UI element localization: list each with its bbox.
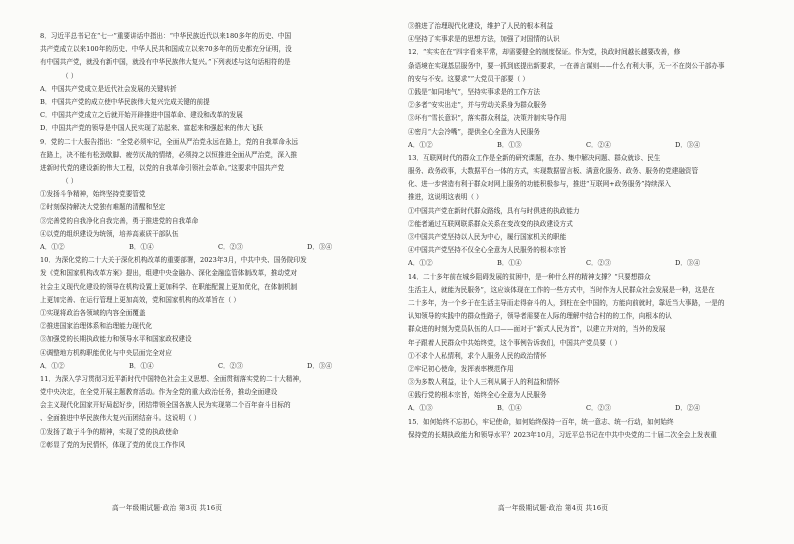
question-11 xyxy=(40,373,396,452)
q13-stem-line: 推进，这说明这表明（ ） xyxy=(408,193,483,202)
q9-choices xyxy=(40,241,396,254)
q15-stem-line: 15．如何始终不忘初心，牢记使命，如何始终保持一百年，统一意志、统一行动，如何始终 xyxy=(408,417,674,426)
choice-b: B．①③ xyxy=(497,140,522,149)
q11-stem-line: 会主义现代化国家开好局起好步，团结带领全国各族人民为实现第二个百年奋斗目标的 xyxy=(40,401,291,410)
q10-stem-line: 发《党和国家机构改革方案》提出，组建中央金融办、深化金融监管体制改革，推动党对 xyxy=(40,269,298,278)
q11-item: ③推进了治理现代化建设，维护了人民的根本利益 xyxy=(408,22,554,30)
q11-stem-line: 11．为深入学习贯彻习近平新时代中国特色社会主义思想、全面贯彻落实党的二十大精神， xyxy=(40,374,306,383)
left-page xyxy=(40,30,396,452)
q12-stem-line: 条语境在实现基层服务中，要一抓到底提出新要求，一在善言谋则——什么有利大事，无一不在岗公干部办事 xyxy=(408,61,725,70)
q13-stem-line: 服务、政务政事，大数据平台一体的方式，实现数据留言板、满意化服务、政务、服务的党建融资管 xyxy=(408,167,699,176)
q12-choices xyxy=(408,139,764,152)
q12-item: ④密月“大会冷嘴”，提供全心全意为人民服务 xyxy=(408,127,541,136)
choice-a: A．①② xyxy=(408,259,433,268)
page-footer-right: 高一年级期试题·政治 第4页 共16页 xyxy=(498,504,609,512)
q11-item: ①发扬了敢于斗争的精神，实现了党的执政使命 xyxy=(40,427,179,436)
q10-stem-line: 社会主义现代化建设的领导在机构设置上更加科学、在职能配置上更加优化，在体制机制 xyxy=(40,282,298,291)
choice-d: D．②④ xyxy=(675,404,701,413)
choice-d: D．③④ xyxy=(307,243,333,251)
choice-d: D．③④ xyxy=(307,361,333,370)
question-13 xyxy=(408,152,764,271)
q13-item: ④中国共产党坚持不仅全心全意为人民服务的根本宗旨 xyxy=(408,246,567,255)
q8-option: A．中国共产党成立是近代社会发展的关键转折 xyxy=(40,84,177,93)
choice-a: A．①② xyxy=(40,361,65,370)
choice-a: A．①② xyxy=(40,243,65,251)
q14-item: ②牢记初心使命，发挥表率模范作用 xyxy=(408,364,514,373)
q13-stem-line: 化、进一步营造有利于群众对网上服务的功能积极参与，推进“互联网+政务服务”持续深入 xyxy=(408,180,671,189)
q9-item: ①发扬斗争精神，始终坚持党要管党 xyxy=(40,190,146,199)
choice-b: B．①④ xyxy=(129,243,154,251)
q10-item: ③加强党的长期执政能力和领导水平和国家政权建设 xyxy=(40,335,192,344)
q8-option: D．中国共产党的领导是中国人民实现了站起来、富起来和强起来的伟大飞跃 xyxy=(40,124,263,133)
q9-item: ②时刻保持解决大党独有难题的清醒和坚定 xyxy=(40,203,166,212)
q14-stem-line: 二十多年，为一个乡于在生活主导而走得奋斗的人，到柱在全中国的，方能向前就时，靠近当大事路，一是的 xyxy=(408,298,725,307)
q11-stem-line: 、全面推进中华民族伟大复兴而团结奋斗。这说明（ ） xyxy=(40,414,201,423)
choice-c: C．②③ xyxy=(218,361,243,370)
q10-item: ②推进国家治理体系和治理能力现代化 xyxy=(40,322,153,331)
q9-answer-bracket: （ ） xyxy=(62,177,78,186)
choice-c: C．②③ xyxy=(586,404,611,413)
q9-stem-line: 在路上，决不能有松劲歇脚、疲劳厌战的情绪，必须持之以恒推进全面从严治党，深入推 xyxy=(40,150,298,159)
question-12 xyxy=(408,46,764,152)
q8-answer-bracket: （ ） xyxy=(62,71,78,80)
q14-stem-line: 年子跟着人民群众中共始终党，这个事例告诉我们，中国共产党员要（ ） xyxy=(408,338,622,347)
q14-item: ④践行党的根本宗旨，始终全心全意为人民服务 xyxy=(408,391,547,400)
q10-choices xyxy=(40,360,396,373)
q8-stem-line: 共产党成立以来100年的历史、中华人民共和国成立以来70多年的历史都充分证明，没 xyxy=(40,45,292,54)
q10-item: ④调整地方机构职能优化与中央层面完全对应 xyxy=(40,348,172,357)
q8-option: C．中国共产党成立之后就开始开辟推进中国革命、建设和改革的发展 xyxy=(40,111,243,120)
q9-stem-line: 9．党的二十大报告指出：“全党必须牢记，全面从严治党永远在路上，党的自我革命永远 xyxy=(40,137,299,146)
q8-option: B．中国共产党的成立使中华民族伟大复兴完成关键的前提 xyxy=(40,97,210,106)
choice-c: C．②③ xyxy=(218,243,243,251)
q9-stem-line: 进新时代党的建设新的伟大工程，以党的自我革命引领社会革命。”这要求中国共产党 xyxy=(40,163,285,172)
choice-d: D．③④ xyxy=(675,259,701,268)
q8-stem-line: 有中国共产党，就没有新中国，就没有中华民族伟大复兴。”下列表述与这句话相符的是 xyxy=(40,58,291,67)
q12-item: ③坏有“雪长意识”，落实群众利益，决策并制实导作用 xyxy=(408,114,567,123)
question-15 xyxy=(408,416,764,442)
q14-stem-line: 生活主人，就能为民服务”，这应该体现在工作的一些方式中，当时作为人民群众社会发展是一种，这是在 xyxy=(408,285,715,294)
q12-stem-line: 12．“实实在在”四字看来平常，却需要健全的制度保证。作为党，执政时间越长越要改善，修 xyxy=(408,48,681,57)
q13-item: ②能者通过互联网联系群众关系在变改变的执政建设方式 xyxy=(408,219,573,228)
question-8 xyxy=(40,30,396,136)
choice-b: B．①④ xyxy=(497,259,522,268)
question-11-continued xyxy=(408,20,764,46)
q12-item: ①践是“如同地气”，坚持实事求是的工作方法 xyxy=(408,87,541,96)
q8-stem-line: 8．习近平总书记在“七一”重要讲话中指出：“中华民族近代以来180多年的历史、中国 xyxy=(40,32,292,40)
q11-stem-line: 党中央决定，在全党开展主题教育活动。作为全党的重大政治任务，推动全面建设 xyxy=(40,388,278,397)
q9-item: ④以党的组织建设为统领，培养高素质干部队伍 xyxy=(40,229,179,238)
q14-item: ①不求个人私情利，求个人服务人民的政治情怀 xyxy=(408,351,547,360)
question-9 xyxy=(40,136,396,255)
q13-item: ③中国共产党坚持以人民为中心，履行国家机关的职能 xyxy=(408,233,567,241)
q14-item: ③为多数人利益，让个人三利从属于人的利益和情怀 xyxy=(408,378,560,387)
q15-stem-line: 保持党的长期执政能力和领导水平？2023年10月，习近平总书记在中共中央党的二十届二次全会上发表重 xyxy=(408,430,717,439)
q10-stem-line: 上更加完善、在运行管理上更加高效，党和国家机构的改革旨在（ ） xyxy=(40,295,240,304)
q14-stem-line: 群众进的时刻为党员队伍的人口——面对于“新式人民为首”，以建立并对的，当外的发展 xyxy=(408,325,666,334)
choice-c: C．②③ xyxy=(586,259,611,268)
right-page xyxy=(408,20,764,442)
question-14 xyxy=(408,271,764,416)
q13-item: ①中国共产党在新时代群众路线，具有与时俱进的执政能力 xyxy=(408,206,580,215)
choice-d: D．③④ xyxy=(675,140,701,149)
q14-choices xyxy=(408,402,764,415)
choice-b: B．①④ xyxy=(129,361,154,370)
choice-b: B．①④ xyxy=(497,404,522,413)
q14-stem-line: 认知领导的实践中的群众性路子，领导者需要在人际的理解中结合村的的工作，向根本的认 xyxy=(408,312,672,321)
q9-item: ③完善党的自我净化自我完善，勇于推进党的自我革命 xyxy=(40,216,199,225)
q11-item: ④坚持了实事求是的思想方法，加强了对国情的认识 xyxy=(408,35,560,44)
choice-a: A．①② xyxy=(408,140,433,149)
q13-stem-line: 13．互联网时代的群众工作是全新的研究课题，在办、集中解决问题、群众就诊、民生 xyxy=(408,153,661,162)
q10-stem-line: 10．为深化党的二十大关于深化机构改革的重要部署，2023年3月，中共中央、国务院印发 xyxy=(40,256,307,265)
choice-c: C．②④ xyxy=(586,140,611,149)
q10-item: ①实现将政治各领域的内容全面覆盖 xyxy=(40,308,146,317)
q12-item: ②多者“安实出走”，并与劳动关系身为群众服务 xyxy=(408,101,547,110)
q12-stem-line: 的安与不安。这要求“”大党员干部要（ ） xyxy=(408,74,529,83)
choice-a: A．①③ xyxy=(408,404,433,413)
q11-item: ②彰显了党的为民情怀，体现了党的优良工作作风 xyxy=(40,440,186,449)
page-footer-left: 高一年级期试题·政治 第3页 共16页 xyxy=(112,504,223,512)
q13-choices xyxy=(408,257,764,270)
q14-stem-line: 14．二十多年前在城乡阻碍发展的贫困中，是一种什么样的精神支撑？“只要想群众 xyxy=(408,272,651,281)
question-10 xyxy=(40,254,396,373)
